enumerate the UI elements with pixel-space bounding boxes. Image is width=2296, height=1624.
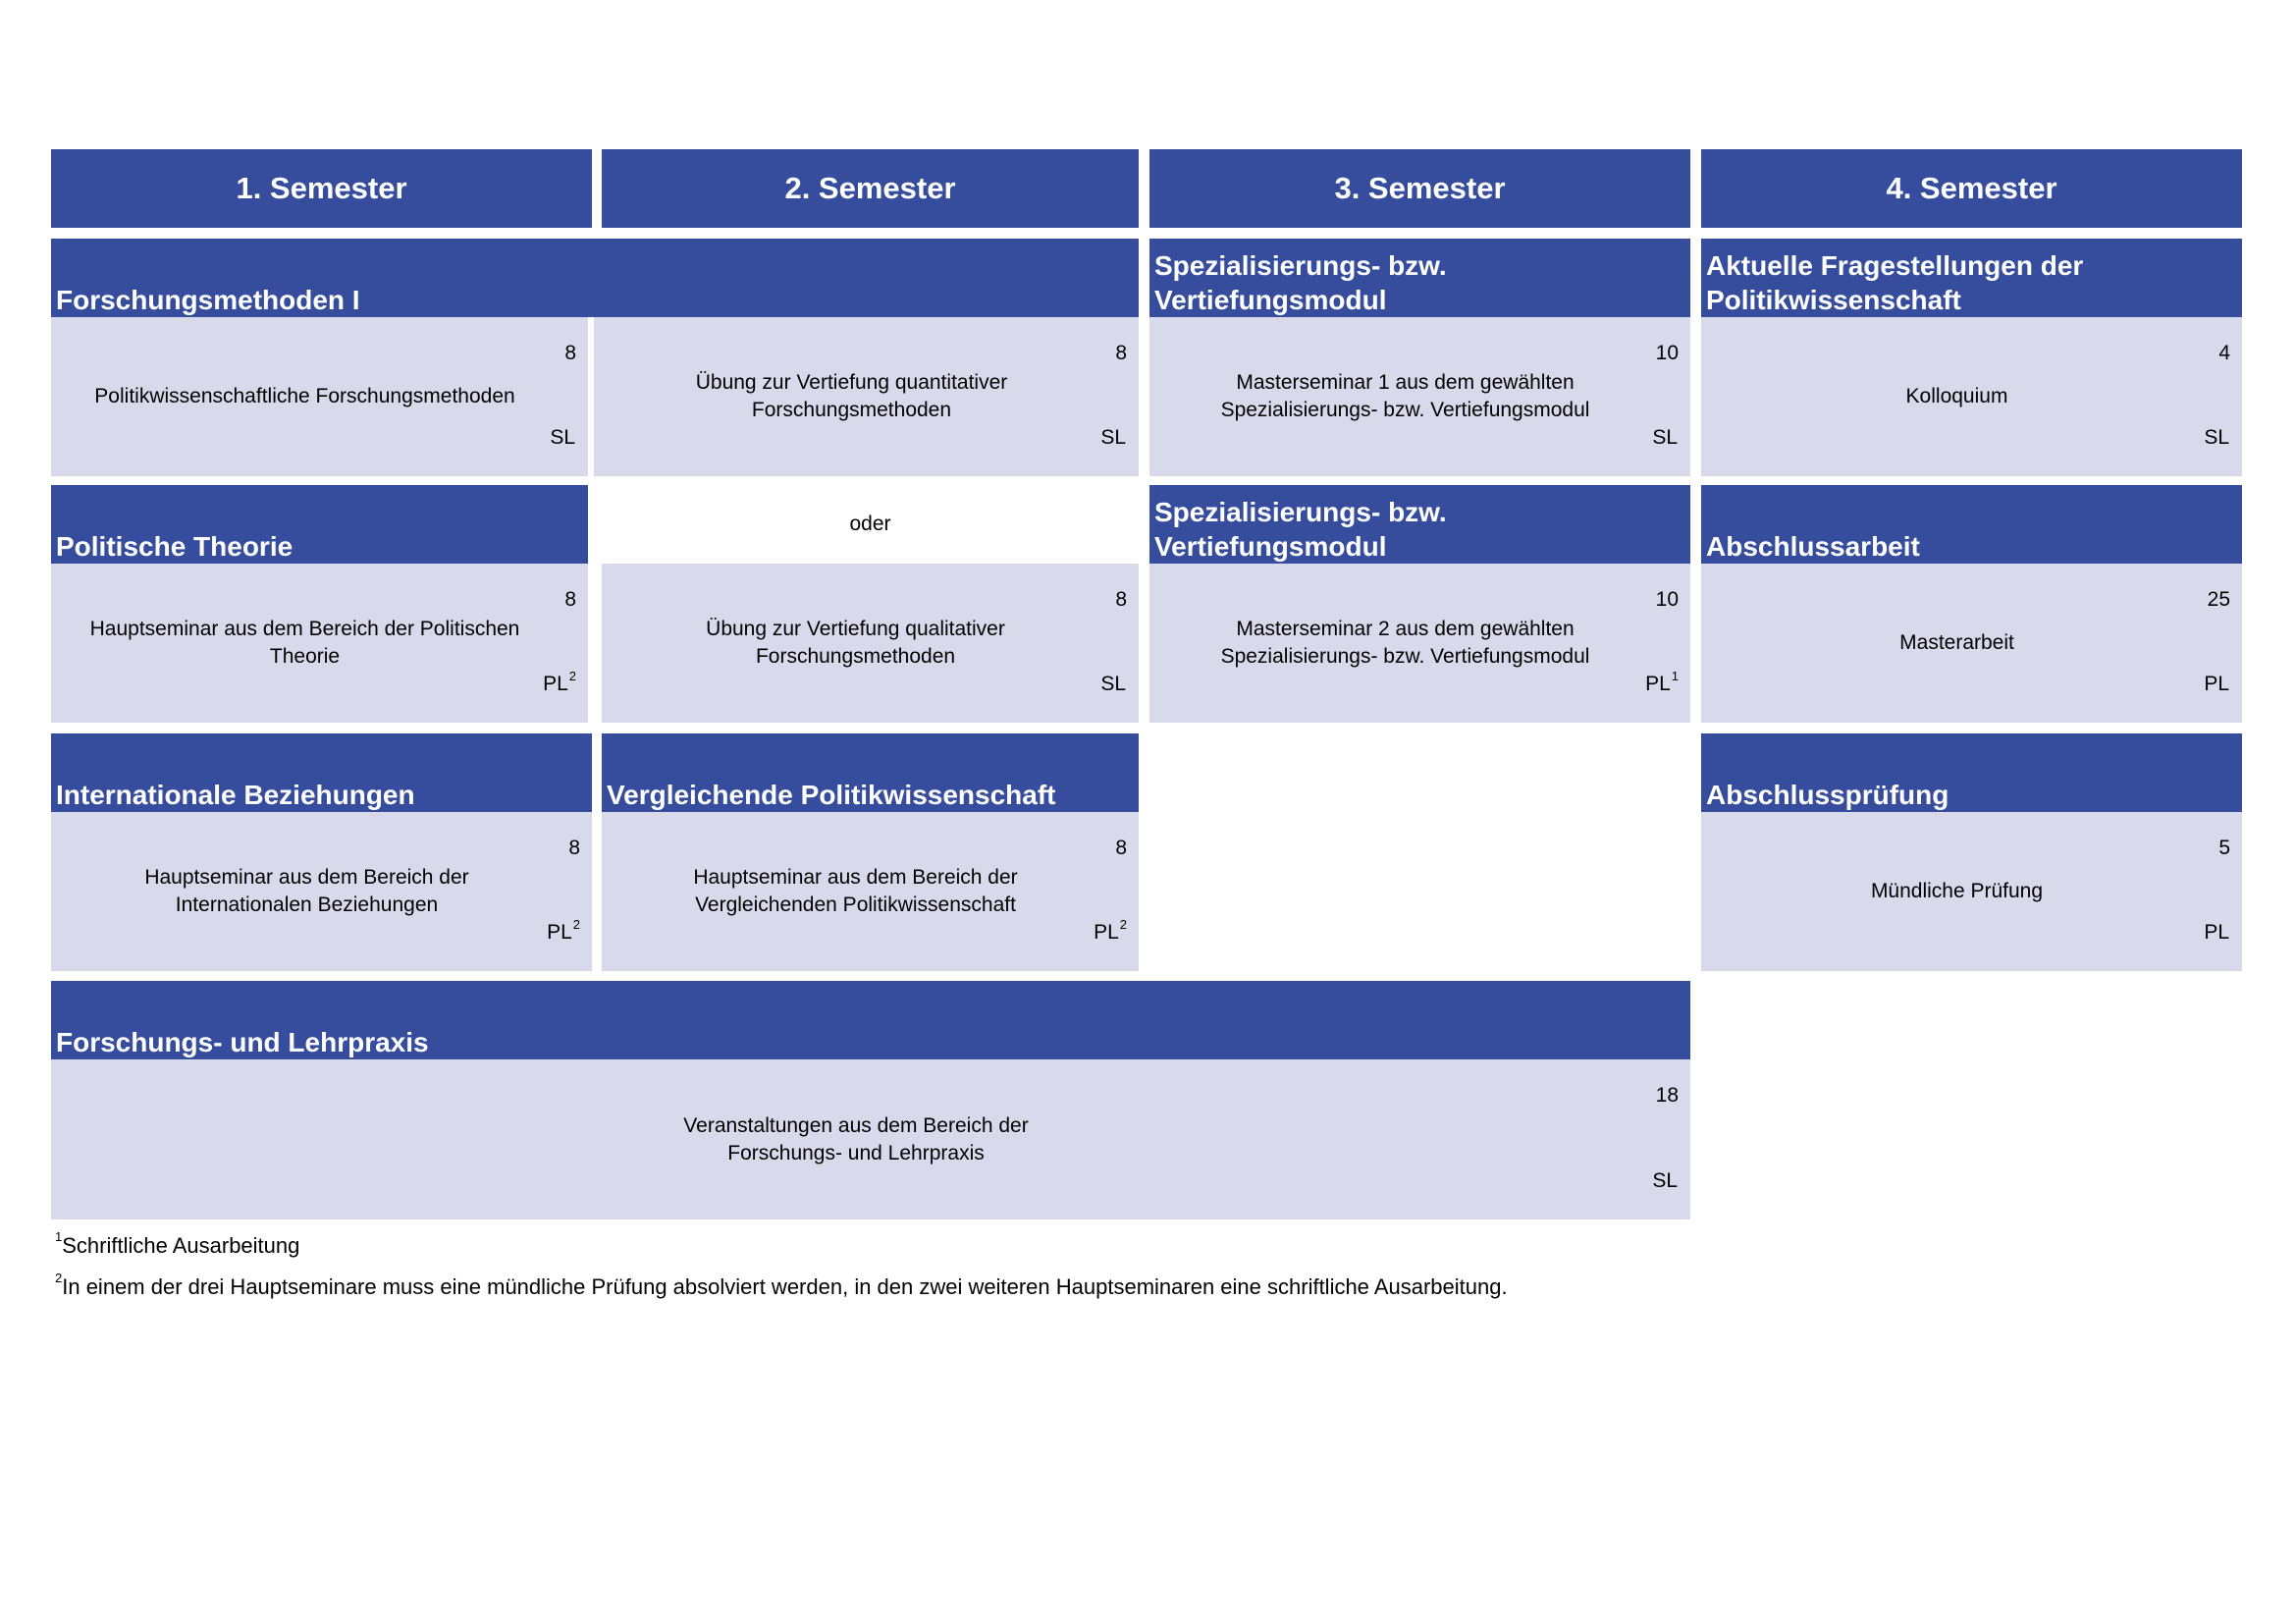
course-credits: 8 [568, 837, 580, 859]
module-title: Vergleichende Politikwissenschaft [607, 780, 1056, 810]
course-assessment: $PL^2$ [1094, 917, 1127, 944]
course-credits: 4 [2218, 342, 2230, 364]
module-politische-theorie [51, 485, 588, 564]
course-assessment: $PL^2$ [547, 917, 580, 944]
module-forschungsmethoden [51, 239, 1139, 317]
module-internationale-beziehungen [51, 733, 592, 812]
module-abschlussarbeit [1701, 485, 2242, 564]
module-title: Internationale Beziehungen [56, 780, 415, 810]
course-description: Hauptseminar aus dem Bereich der Politischen Theorie [89, 618, 520, 668]
module-title: Forschungsmethoden I [56, 285, 360, 315]
course-assessment: PL [2204, 673, 2229, 695]
course-description: Kolloquium [1905, 385, 2008, 407]
course-credits: 10 [1655, 342, 1679, 364]
footnote-text: Schriftliche Ausarbeitung [62, 1233, 300, 1258]
course-credits: 25 [2207, 588, 2230, 611]
module-aktuelle-fragestellungen [1701, 239, 2242, 317]
course-cell [51, 1059, 1690, 1219]
course-description: Masterseminar 2 aus dem gewählten Spezialisierungs- bzw. Vertiefungsmodul [1220, 618, 1590, 668]
course-cell [1701, 564, 2242, 723]
semester-header-4: 4. Semester [1701, 149, 2242, 228]
course-description: Übung zur Vertiefung qualitativer Forschungsmethoden [706, 618, 1005, 668]
course-credits: 8 [564, 342, 576, 364]
footnote-mark: 1 [55, 1229, 63, 1244]
course-credits: 5 [2218, 837, 2230, 859]
course-assessment: SL [1100, 673, 1126, 695]
module-title: Politische Theorie [56, 531, 294, 562]
module-title: Abschlussprüfung [1706, 780, 1949, 810]
module-title: Forschungs- und Lehrpraxis [56, 1027, 429, 1057]
course-credits: 8 [1115, 588, 1127, 611]
course-credits: 8 [1115, 837, 1127, 859]
course-cell [1149, 564, 1690, 723]
module-title: Aktuelle Fragestellungen der Politikwissenschaft [1706, 250, 2084, 315]
course-credits: 18 [1655, 1084, 1679, 1107]
course-cell [602, 564, 1139, 723]
course-assessment: $PL^1$ [1645, 669, 1679, 695]
module-title: Spezialisierungs- bzw. Vertiefungsmodul [1154, 250, 1447, 315]
course-assessment: SL [2204, 426, 2229, 449]
course-cell [1149, 317, 1690, 476]
oder-label: oder [849, 513, 891, 535]
course-assessment: SL [1652, 426, 1678, 449]
course-cell [602, 812, 1139, 971]
module-spezialisierung-1 [1149, 239, 1690, 317]
course-assessment: SL [1100, 426, 1126, 449]
footnote-1 [55, 1229, 300, 1259]
course-description: Übung zur Vertiefung quantitativer Forschungsmethoden [695, 371, 1008, 421]
semester-header-2: 2. Semester [602, 149, 1139, 228]
course-credits: 8 [1115, 342, 1127, 364]
course-assessment: SL [1652, 1169, 1678, 1192]
module-vergleichende-politikwissenschaft [602, 733, 1139, 812]
course-description: Mündliche Prüfung [1870, 880, 2044, 902]
semester-header-1: 1. Semester [51, 149, 592, 228]
footnote-2 [55, 1271, 1508, 1300]
course-cell [594, 317, 1139, 476]
course-description: Politikwissenschaftliche Forschungsmethoden [94, 385, 515, 407]
course-description: Masterarbeit [1899, 631, 2014, 654]
course-credits: 10 [1655, 588, 1679, 611]
course-assessment: $PL^2$ [543, 669, 576, 695]
module-title: Spezialisierungs- bzw. Vertiefungsmodul [1154, 497, 1447, 562]
course-assessment: SL [550, 426, 575, 449]
course-assessment: PL [2204, 921, 2229, 944]
course-cell [51, 812, 592, 971]
course-description: Veranstaltungen aus dem Bereich der Forschungs- und Lehrpraxis [683, 1113, 1029, 1164]
module-spezialisierung-2 [1149, 485, 1690, 564]
module-forschungs-und-lehrpraxis [51, 981, 1690, 1059]
course-description: Masterseminar 1 aus dem gewählten Spezialisierungs- bzw. Vertiefungsmodul [1220, 371, 1590, 421]
course-description: Hauptseminar aus dem Bereich der Vergleichenden Politikwissenschaft [693, 866, 1018, 916]
semester-header-3: 3. Semester [1149, 149, 1690, 228]
course-cell [1701, 812, 2242, 971]
course-cell [51, 564, 588, 723]
module-title: Abschlussarbeit [1706, 531, 1920, 562]
course-cell [51, 317, 588, 476]
course-description: Hauptseminar aus dem Bereich der Internationalen Beziehungen [144, 866, 469, 916]
footnote-mark: 2 [55, 1271, 63, 1285]
footnote-text: In einem der drei Hauptseminare muss eine mündliche Prüfung absolviert werden, in den zwei weiteren Hauptseminaren eine schriftliche Ausarbeitung. [62, 1274, 1508, 1299]
course-credits: 8 [564, 588, 576, 611]
course-cell [1701, 317, 2242, 476]
module-abschlusspruefung [1701, 733, 2242, 812]
